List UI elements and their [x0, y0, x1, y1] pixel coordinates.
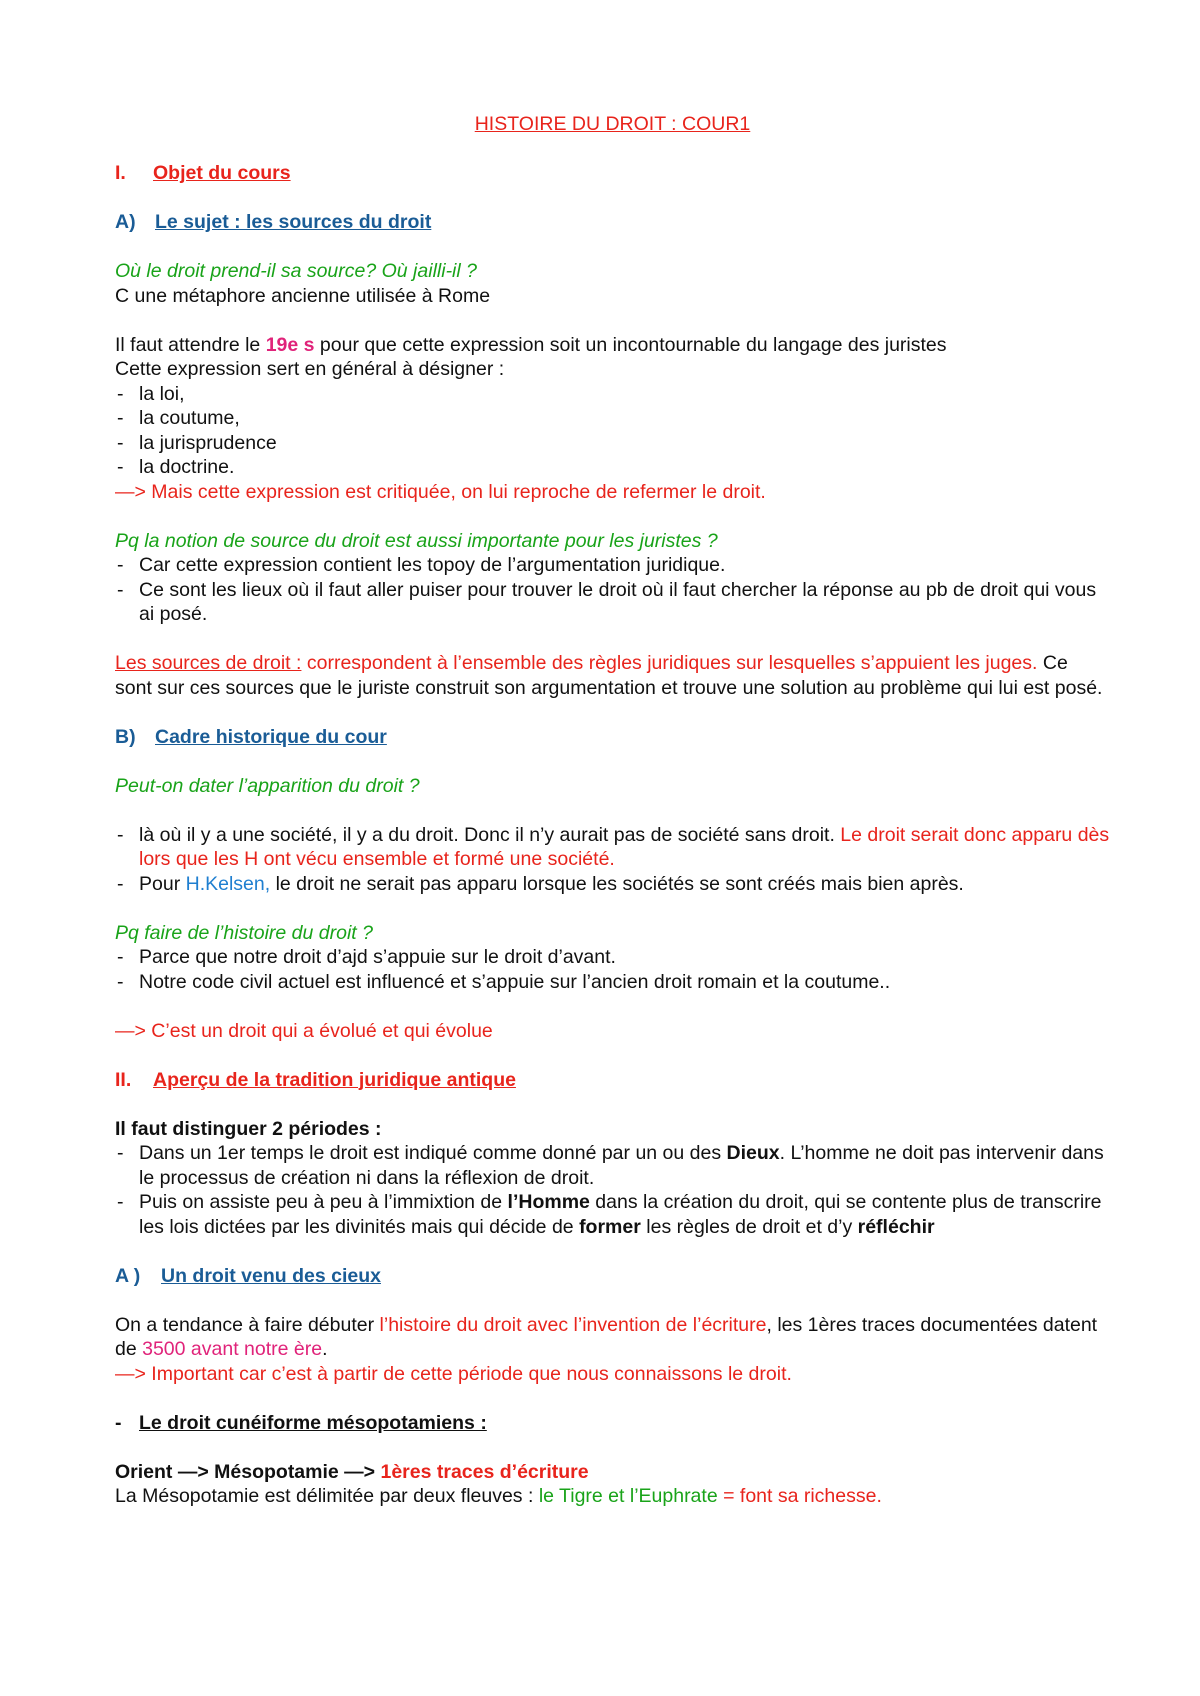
list-apparition	[115, 823, 1110, 897]
question-histoire: Pq faire de l’histoire du droit ?	[115, 921, 373, 944]
section-1-heading	[115, 161, 1110, 186]
question-dater: Peut-on dater l’apparition du droit ?	[115, 774, 420, 797]
mesopotamie-line: La Mésopotamie est délimitée par deux fleuves : le Tigre et l’Euphrate = font sa richesse.	[115, 1485, 882, 1507]
definition-sources: Les sources de droit : correspondent à l’ensemble des règles juridiques sur lesquelles s’appuient les juges. Ce sont sur ces sources que le juriste construit son argumentation et trouve une solution au problème qui lui est posé.	[115, 652, 1103, 699]
dash-heading-cuneiforme	[115, 1411, 1110, 1436]
paragraph-designer: Cette expression sert en général à désigner :	[115, 358, 505, 380]
section-number: II.	[115, 1068, 132, 1091]
list-item: - Puis on assiste peu à peu à l’immixtion de l’Homme dans la création du droit, qui se contente plus de transcrire les lois dictées par les divinités mais qui décide de former les règles de droit et d’y réfléchir	[115, 1190, 1110, 1239]
list-item: - la loi,	[115, 382, 1110, 407]
author-kelsen: H.Kelsen,	[185, 872, 271, 895]
arrow-evolution: —> C’est un droit qui a évolué et qui évolue	[115, 1019, 493, 1042]
dash-heading-title: Le droit cunéiforme mésopotamiens :	[139, 1411, 487, 1434]
list-pourquoi	[115, 945, 1110, 994]
subsection-1b-heading	[115, 725, 1110, 750]
question-importance: Pq la notion de source du droit est aussi importante pour les juristes ?	[115, 529, 718, 552]
subsection-number: A)	[115, 211, 136, 233]
subsection-title: Un droit venu des cieux	[161, 1264, 381, 1287]
question-source: Où le droit prend-il sa source? Où jailli-il ?	[115, 260, 477, 282]
subsection-2a-heading	[115, 1264, 1110, 1289]
subsection-title: Cadre historique du cour	[155, 725, 387, 748]
arrow-critique: —> Mais cette expression est critiquée, on lui reproche de refermer le droit.	[115, 480, 766, 503]
list-item: - Parce que notre droit d’ajd s’appuie sur le droit d’avant.	[115, 945, 1110, 970]
dash-marker: -	[115, 1411, 122, 1434]
list-item: - Dans un 1er temps le droit est indiqué comme donné par un ou des Dieux. L’homme ne doit pas intervenir dans le processus de création ni dans la réflexion de droit.	[115, 1141, 1110, 1190]
section-number: I.	[115, 162, 126, 184]
list-sources	[115, 382, 1110, 480]
paragraph-ecriture: On a tendance à faire débuter l’histoire du droit avec l’invention de l’écriture, les 1ères traces documentées datent de 3500 avant notre ère.	[115, 1313, 1098, 1360]
section-2-heading	[115, 1068, 1110, 1093]
section-title: Objet du cours	[153, 162, 291, 184]
paragraph-metaphore: C une métaphore ancienne utilisée à Rome	[115, 284, 491, 307]
subsection-title: Le sujet : les sources du droit	[155, 211, 432, 233]
orient-line: Orient —> Mésopotamie —> 1ères traces d’écriture	[115, 1460, 589, 1483]
highlight-19e: 19e s	[265, 333, 315, 356]
list-raisons	[115, 553, 1110, 627]
list-item: - Car cette expression contient les topoy de l’argumentation juridique.	[115, 553, 1110, 578]
subsection-number: B)	[115, 725, 136, 748]
list-item: - la coutume,	[115, 406, 1110, 431]
list-item: - Pour H.Kelsen, le droit ne serait pas apparu lorsque les sociétés se sont créés mais bien après.	[115, 872, 1110, 897]
list-item: - là où il y a une société, il y a du droit. Donc il n’y aurait pas de société sans droit. Le droit serait donc apparu dès lors que les H ont vécu ensemble et formé une société.	[115, 823, 1110, 872]
document-title: HISTOIRE DU DROIT : COUR1	[474, 113, 751, 135]
list-item: - Notre code civil actuel est influencé et s’appuie sur l’ancien droit romain et la coutume..	[115, 970, 1110, 995]
subsection-number: A )	[115, 1264, 141, 1287]
list-item: - la jurisprudence	[115, 431, 1110, 456]
periods-heading: Il faut distinguer 2 périodes :	[115, 1117, 382, 1140]
list-item: - la doctrine.	[115, 455, 1110, 480]
paragraph-19e-siecle: Il faut attendre le 19e s pour que cette expression soit un incontournable du langage des juristes	[115, 333, 947, 356]
list-periodes	[115, 1141, 1110, 1239]
section-title: Aperçu de la tradition juridique antique	[153, 1068, 516, 1091]
list-item: - Ce sont les lieux où il faut aller puiser pour trouver le droit où il faut chercher la réponse au pb de droit qui vous ai posé.	[115, 578, 1110, 627]
definition-term: Les sources de droit :	[115, 652, 302, 674]
arrow-important: —> Important car c’est à partir de cette période que nous connaissons le droit.	[115, 1362, 792, 1385]
subsection-1a-heading	[115, 210, 1110, 235]
